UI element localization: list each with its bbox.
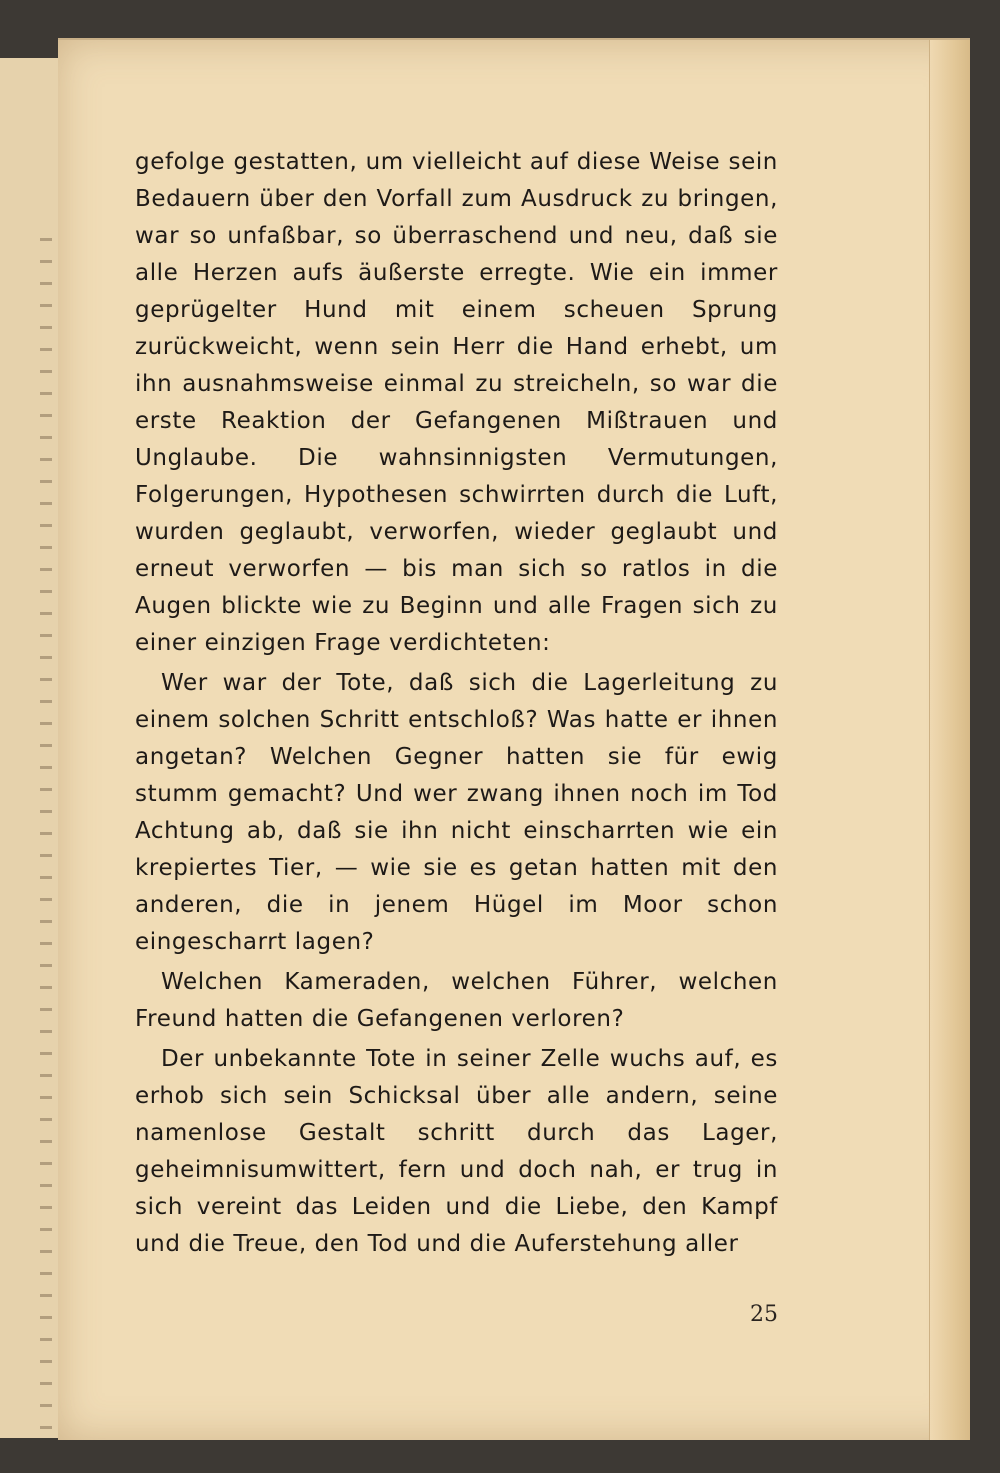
paragraph-1: gefolge gestatten, um vielleicht auf diese Weise sein Bedauern über den Vorfall zum Ausdruck zu bringen, war so unfaßbar, so überraschend und neu, daß sie alle Herzen aufs äußerste erregte. Wie ein immer geprügelter Hund mit einem scheuen Sprung zurückweicht, wenn sein Herr die Hand erhebt, um ihn ausnahmsweise einmal zu streicheln, so war die erste Reaktion der Gefangenen Mißtrauen und Unglaube. Die wahnsinnigsten Vermutungen, Folgerungen, Hypothesen schwirrten durch die Luft, wurden geglaubt, verworfen, wieder geglaubt und erneut verworfen — bis man sich so ratlos in die Augen blickte wie zu Beginn und alle Fragen sich zu einer einzigen Frage verdichteten: [135, 149, 778, 656]
binding-marks [40, 238, 52, 1438]
paragraph-4: Der unbekannte Tote in seiner Zelle wuchs auf, es erhob sich sein Schicksal über alle andern, seine namenlose Gestalt schritt durch das Lager, geheimnisumwittert, fern und doch nah, er trug in sich vereint das Leiden und die Liebe, den Kampf und die Treue, den Tod und die Auferstehung aller [135, 1046, 778, 1257]
page-number: 25 [750, 1302, 778, 1327]
book-page [58, 38, 970, 1440]
left-page-edge [0, 58, 60, 1438]
paragraph-2: Wer war der Tote, daß sich die Lagerleitung zu einem solchen Schritt entschloß? Was hatte er ihnen angetan? Welchen Gegner hatten sie für ewig stumm gemacht? Und wer zwang ihnen noch im Tod Achtung ab, daß sie ihn nicht einscharrten wie ein krepiertes Tier, — wie sie es getan hatten mit den anderen, die in jenem Hügel im Moor schon eingescharrt lagen? [135, 670, 778, 955]
paragraph-3: Welchen Kameraden, welchen Führer, welchen Freund hatten die Gefangenen verloren? [135, 969, 778, 1032]
page-fore-edge [929, 40, 970, 1440]
body-text [135, 144, 778, 1263]
